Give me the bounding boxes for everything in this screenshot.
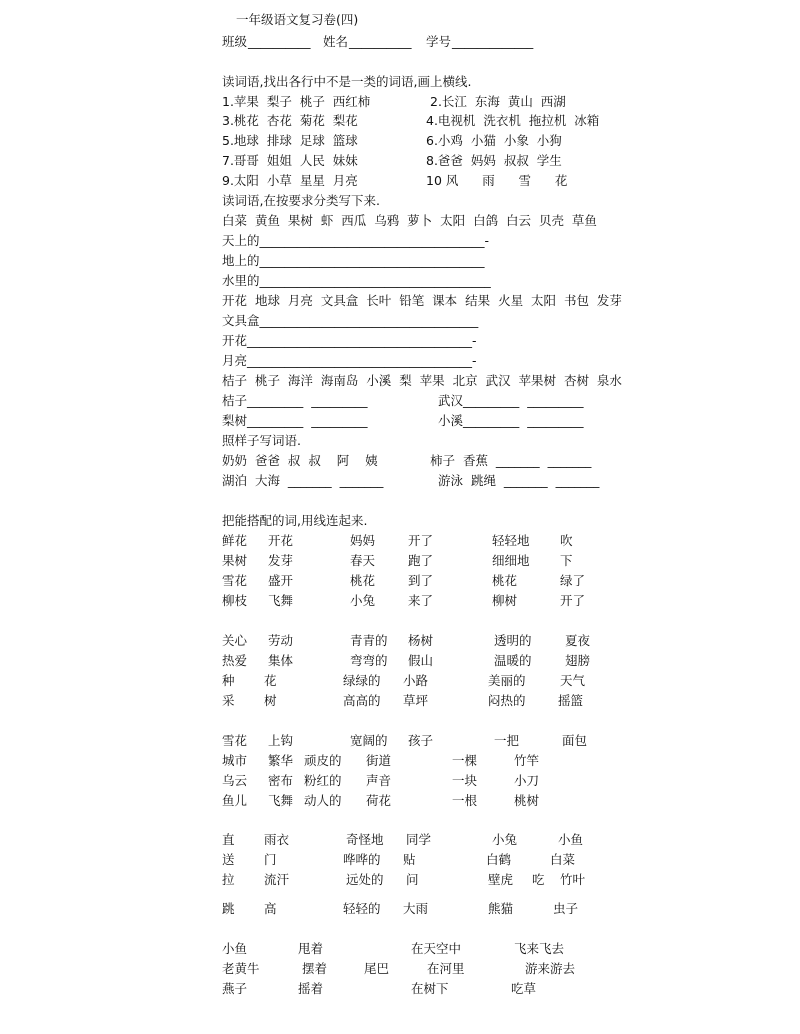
match-word[interactable]: 杨树 xyxy=(408,633,434,648)
match-word[interactable]: 夏夜 xyxy=(565,633,591,648)
match-word[interactable]: 甩着 xyxy=(298,941,324,956)
match-word[interactable]: 弯弯的 xyxy=(350,653,388,668)
match-word[interactable]: 关心 xyxy=(222,633,248,648)
match-word[interactable]: 果树 xyxy=(222,553,248,568)
match-word[interactable]: 顽皮的 xyxy=(304,753,342,768)
match-word[interactable]: 开花 xyxy=(268,533,294,548)
match-word[interactable]: 跑了 xyxy=(408,553,434,568)
word-bank: 白菜 黄鱼 果树 虾 西瓜 乌鸦 萝卜 太阳 白鸽 白云 贝壳 草鱼 xyxy=(222,213,597,228)
fill-line[interactable]: 湖泊 大海 _______ _______ xyxy=(222,473,384,488)
match-word[interactable]: 桃花 xyxy=(350,573,376,588)
match-word[interactable]: 面包 xyxy=(562,733,588,748)
list-item: 9.太阳 小草 星星 月亮 xyxy=(222,173,358,188)
match-word[interactable]: 妈妈 xyxy=(350,533,376,548)
list-item: 奶奶 爸爸 叔 叔 阿 姨 xyxy=(222,453,378,468)
match-word[interactable]: 花 xyxy=(264,673,277,688)
match-word[interactable]: 开了 xyxy=(560,593,586,608)
match-word[interactable]: 熊猫 xyxy=(488,901,514,916)
list-item: 8.爸爸 妈妈 叔叔 学生 xyxy=(426,153,562,168)
list-item: 1.苹果 梨子 桃子 西红柿 xyxy=(222,94,371,109)
list-item: 5.地球 排球 足球 篮球 xyxy=(222,133,358,148)
match-word[interactable]: 高 xyxy=(264,901,277,916)
class-blank[interactable]: __________ xyxy=(248,34,311,49)
match-word[interactable]: 孩子 xyxy=(408,733,434,748)
class-label: 班级 xyxy=(222,34,248,49)
fill-line[interactable]: 梨树_________ _________ xyxy=(222,413,368,428)
match-word[interactable]: 白鹤 xyxy=(486,852,512,867)
match-word[interactable]: 小鱼 xyxy=(558,832,584,847)
match-word[interactable]: 雪花 xyxy=(222,733,248,748)
fill-line[interactable]: 天上的____________________________________- xyxy=(222,233,490,248)
match-word[interactable]: 远处的 xyxy=(346,872,384,887)
match-word[interactable]: 美丽的 xyxy=(488,673,526,688)
match-word[interactable]: 春天 xyxy=(350,553,376,568)
match-word[interactable]: 摇着 xyxy=(298,981,324,996)
match-word[interactable]: 燕子 xyxy=(222,981,248,996)
section4-instruction: 把能搭配的词,用线连起来. xyxy=(222,513,368,528)
match-word[interactable]: 壁虎 xyxy=(488,872,514,887)
match-word[interactable]: 桃花 xyxy=(492,573,518,588)
match-word[interactable]: 吃草 xyxy=(511,981,537,996)
match-word[interactable]: 竹叶 xyxy=(560,872,586,887)
match-word[interactable]: 流汗 xyxy=(264,872,290,887)
word-bank: 开花 地球 月亮 文具盒 长叶 铅笔 课本 结果 火星 太阳 书包 发芽 xyxy=(222,293,622,308)
match-word[interactable]: 来了 xyxy=(408,593,434,608)
section1-instruction: 读词语,找出各行中不是一类的词语,画上横线. xyxy=(222,74,472,89)
fill-line[interactable]: 桔子_________ _________ xyxy=(222,393,368,408)
name-blank[interactable]: __________ xyxy=(349,34,412,49)
match-word[interactable]: 一根 xyxy=(452,793,478,808)
list-item: 2.长江 东海 黄山 西湖 xyxy=(430,94,566,109)
match-word[interactable]: 直 xyxy=(222,832,235,847)
match-word[interactable]: 盛开 xyxy=(268,573,294,588)
fill-line[interactable]: 柿子 香蕉 _______ _______ xyxy=(430,453,592,468)
match-word[interactable]: 绿了 xyxy=(560,573,586,588)
match-word[interactable]: 动人的 xyxy=(304,793,342,808)
match-word[interactable]: 发芽 xyxy=(268,553,294,568)
match-word[interactable]: 荷花 xyxy=(366,793,392,808)
match-word[interactable]: 同学 xyxy=(406,832,432,847)
match-word[interactable]: 到了 xyxy=(408,573,434,588)
match-word[interactable]: 小鱼 xyxy=(222,941,248,956)
fill-line[interactable]: 月亮____________________________________- xyxy=(222,353,477,368)
match-word[interactable]: 天气 xyxy=(560,673,586,688)
match-word[interactable]: 闷热的 xyxy=(488,693,526,708)
match-word[interactable]: 繁华 xyxy=(268,753,294,768)
match-word[interactable]: 绿绿的 xyxy=(343,673,381,688)
match-word[interactable]: 吹 xyxy=(560,533,573,548)
match-word[interactable]: 在天空中 xyxy=(411,941,462,956)
match-word[interactable]: 鱼儿 xyxy=(222,793,248,808)
match-word[interactable]: 问 xyxy=(406,872,419,887)
match-word[interactable]: 粉红的 xyxy=(304,773,342,788)
match-word[interactable]: 在河里 xyxy=(427,961,465,976)
match-word[interactable]: 小刀 xyxy=(514,773,540,788)
match-word[interactable]: 哗哗的 xyxy=(343,852,381,867)
match-word[interactable]: 竹竿 xyxy=(514,753,540,768)
section3-instruction: 照样子写词语. xyxy=(222,433,301,448)
list-item: 6.小鸡 小猫 小象 小狗 xyxy=(426,133,562,148)
match-word[interactable]: 翅膀 xyxy=(565,653,591,668)
id-blank[interactable]: _____________ xyxy=(452,34,534,49)
match-word[interactable]: 上钩 xyxy=(268,733,294,748)
match-word[interactable]: 一块 xyxy=(452,773,478,788)
match-word[interactable]: 乌云 xyxy=(222,773,248,788)
match-word[interactable]: 轻轻地 xyxy=(492,533,530,548)
match-word[interactable]: 送 xyxy=(222,852,235,867)
match-word[interactable]: 街道 xyxy=(366,753,392,768)
match-word[interactable]: 贴 xyxy=(403,852,416,867)
list-item: 7.哥哥 姐姐 人民 妹妹 xyxy=(222,153,358,168)
fill-line[interactable]: 小溪_________ _________ xyxy=(438,413,584,428)
match-word[interactable]: 大雨 xyxy=(403,901,429,916)
word-bank: 桔子 桃子 海洋 海南岛 小溪 梨 苹果 北京 武汉 苹果树 杏树 泉水 xyxy=(222,373,622,388)
match-word[interactable]: 小兔 xyxy=(492,832,518,847)
match-word[interactable]: 摆着 xyxy=(302,961,328,976)
match-word[interactable]: 飞来飞去 xyxy=(514,941,565,956)
match-word[interactable]: 摇篮 xyxy=(558,693,584,708)
match-word[interactable]: 种 xyxy=(222,673,235,688)
match-word[interactable]: 细细地 xyxy=(492,553,530,568)
page-title: 一年级语文复习卷(四) xyxy=(236,12,359,27)
match-word[interactable]: 飞舞 xyxy=(268,793,294,808)
match-word[interactable]: 小路 xyxy=(403,673,429,688)
match-word[interactable]: 青青的 xyxy=(350,633,388,648)
match-word[interactable]: 白菜 xyxy=(550,852,576,867)
match-word[interactable]: 门 xyxy=(264,852,277,867)
match-word[interactable]: 假山 xyxy=(408,653,434,668)
match-word[interactable]: 虫子 xyxy=(553,901,579,916)
match-word[interactable]: 在树下 xyxy=(411,981,449,996)
match-word[interactable]: 雨衣 xyxy=(264,832,290,847)
match-word[interactable]: 温暖的 xyxy=(494,653,532,668)
fill-line[interactable]: 水里的_____________________________________ xyxy=(222,273,491,288)
match-word[interactable]: 城市 xyxy=(222,753,248,768)
match-word[interactable]: 草坪 xyxy=(403,693,429,708)
name-label: 姓名 xyxy=(323,34,349,49)
match-word[interactable]: 奇怪地 xyxy=(346,832,384,847)
match-word[interactable]: 柳枝 xyxy=(222,593,248,608)
match-word[interactable]: 吃 xyxy=(532,872,545,887)
match-word[interactable]: 宽阔的 xyxy=(350,733,388,748)
match-word[interactable]: 跳 xyxy=(222,901,235,916)
match-word[interactable]: 雪花 xyxy=(222,573,248,588)
match-word[interactable]: 尾巴 xyxy=(364,961,390,976)
fill-line[interactable]: 开花____________________________________- xyxy=(222,333,477,348)
match-word[interactable]: 热爱 xyxy=(222,653,248,668)
match-word[interactable]: 劳动 xyxy=(268,633,294,648)
fill-line[interactable]: 地上的____________________________________ xyxy=(222,253,485,268)
match-word[interactable]: 桃树 xyxy=(514,793,540,808)
match-word[interactable]: 老黄牛 xyxy=(222,961,260,976)
match-word[interactable]: 轻轻的 xyxy=(343,901,381,916)
list-item: 10 风 雨 雪 花 xyxy=(426,173,568,188)
match-word[interactable]: 密布 xyxy=(268,773,294,788)
fill-line[interactable]: 游泳 跳绳 _______ _______ xyxy=(438,473,600,488)
match-word[interactable]: 声音 xyxy=(366,773,392,788)
match-word[interactable]: 一棵 xyxy=(452,753,478,768)
match-word[interactable]: 采 xyxy=(222,693,235,708)
match-word[interactable]: 高高的 xyxy=(343,693,381,708)
match-word[interactable]: 下 xyxy=(560,553,573,568)
match-word[interactable]: 一把 xyxy=(494,733,520,748)
match-word[interactable]: 树 xyxy=(264,693,277,708)
match-word[interactable]: 鲜花 xyxy=(222,533,248,548)
fill-line[interactable]: 文具盒___________________________________ xyxy=(222,313,479,328)
match-word[interactable]: 飞舞 xyxy=(268,593,294,608)
match-word[interactable]: 拉 xyxy=(222,872,235,887)
section2-instruction: 读词语,在按要求分类写下来. xyxy=(222,193,380,208)
list-item: 3.桃花 杏花 菊花 梨花 xyxy=(222,113,358,128)
match-word[interactable]: 集体 xyxy=(268,653,294,668)
match-word[interactable]: 开了 xyxy=(408,533,434,548)
match-word[interactable]: 柳树 xyxy=(492,593,518,608)
list-item: 4.电视机 洗衣机 拖拉机 冰箱 xyxy=(426,113,600,128)
id-label: 学号 xyxy=(426,34,452,49)
match-word[interactable]: 游来游去 xyxy=(525,961,576,976)
match-word[interactable]: 透明的 xyxy=(494,633,532,648)
fill-line[interactable]: 武汉_________ _________ xyxy=(438,393,584,408)
match-word[interactable]: 小兔 xyxy=(350,593,376,608)
